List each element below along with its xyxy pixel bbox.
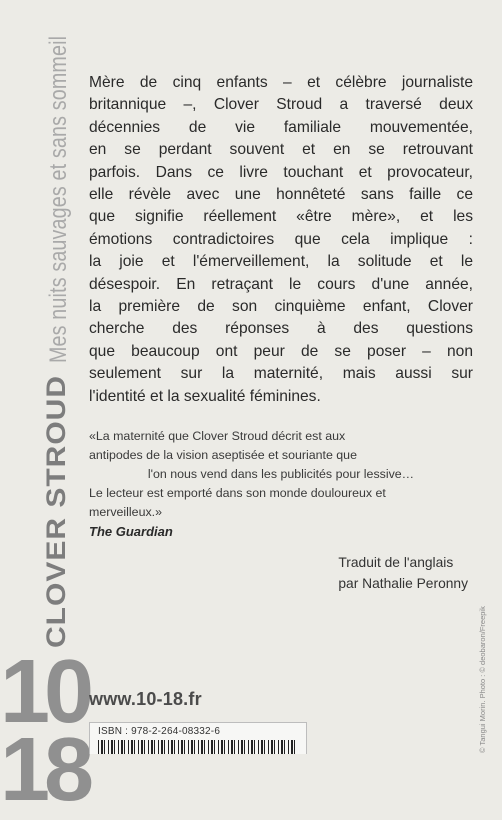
isbn-number: ISBN : 978-2-264-08332-6 [98, 726, 221, 737]
translator-credit [338, 552, 468, 594]
publisher-website: www.10-18.fr [89, 689, 202, 709]
quote-line: Le lecteur est emporté dans son monde douloureux et [89, 486, 386, 500]
translator-line: Traduit de l'anglais [338, 555, 454, 570]
blurb-line: la première de son cinquième enfant, Clover [89, 298, 473, 316]
quote-line: merveilleux.» [89, 505, 162, 519]
quote-source: The Guardian [89, 524, 173, 539]
blurb-line: en se perdant souvent et en se retrouvant [89, 141, 473, 159]
publisher-logo-bottom: 18 [0, 720, 89, 820]
barcode [89, 722, 307, 754]
press-quote [89, 427, 473, 541]
barcode-bars [98, 740, 298, 754]
spine-subtitle: Mes nuits sauvages et sans sommeil [45, 35, 72, 363]
blurb-line: parfois. Dans ce livre touchant et provocateur, [89, 163, 473, 181]
blurb-line: elle révèle avec une honnêteté sans faille ce [89, 186, 473, 204]
blurb-line: l'identité et la sexualité féminines. [89, 387, 321, 405]
blurb-line: seulement sur la maternité, mais aussi sur [89, 365, 473, 383]
back-cover-blurb [89, 72, 473, 408]
blurb-line: que signifie réellement «être mère», et les [89, 208, 473, 226]
blurb-line: désespoir. En retraçant le cours d'une année, [89, 275, 473, 293]
publisher-logo: 10 [0, 642, 89, 742]
spine-title [40, 28, 86, 648]
blurb-line: la joie et l'émerveillement, la solitude et le [89, 253, 473, 271]
blurb-line: que beaucoup ont peur de se poser – non [89, 342, 473, 360]
quote-line: l'on nous vend dans les publicités pour lessive… [147, 467, 415, 481]
spine-author: CLOVER STROUD [41, 374, 72, 648]
blurb-line: Mère de cinq enfants – et célèbre journaliste [89, 74, 473, 91]
blurb-line: décennies de vie familiale mouvementée, [89, 118, 473, 136]
quote-line: antipodes de la vision aseptisée et souriante que [89, 448, 357, 462]
blurb-line: cherche des réponses à des questions [89, 320, 473, 338]
blurb-line: britannique –, Clover Stroud a traversé deux [89, 96, 473, 114]
photo-credits: © Tangui Morin. Photo : © deobaron/Freepik [478, 606, 487, 753]
translator-name: par Nathalie Peronny [338, 576, 468, 591]
quote-line: «La maternité que Clover Stroud décrit est aux [89, 429, 346, 443]
blurb-line: émotions contradictoires que cela implique : [89, 230, 473, 248]
